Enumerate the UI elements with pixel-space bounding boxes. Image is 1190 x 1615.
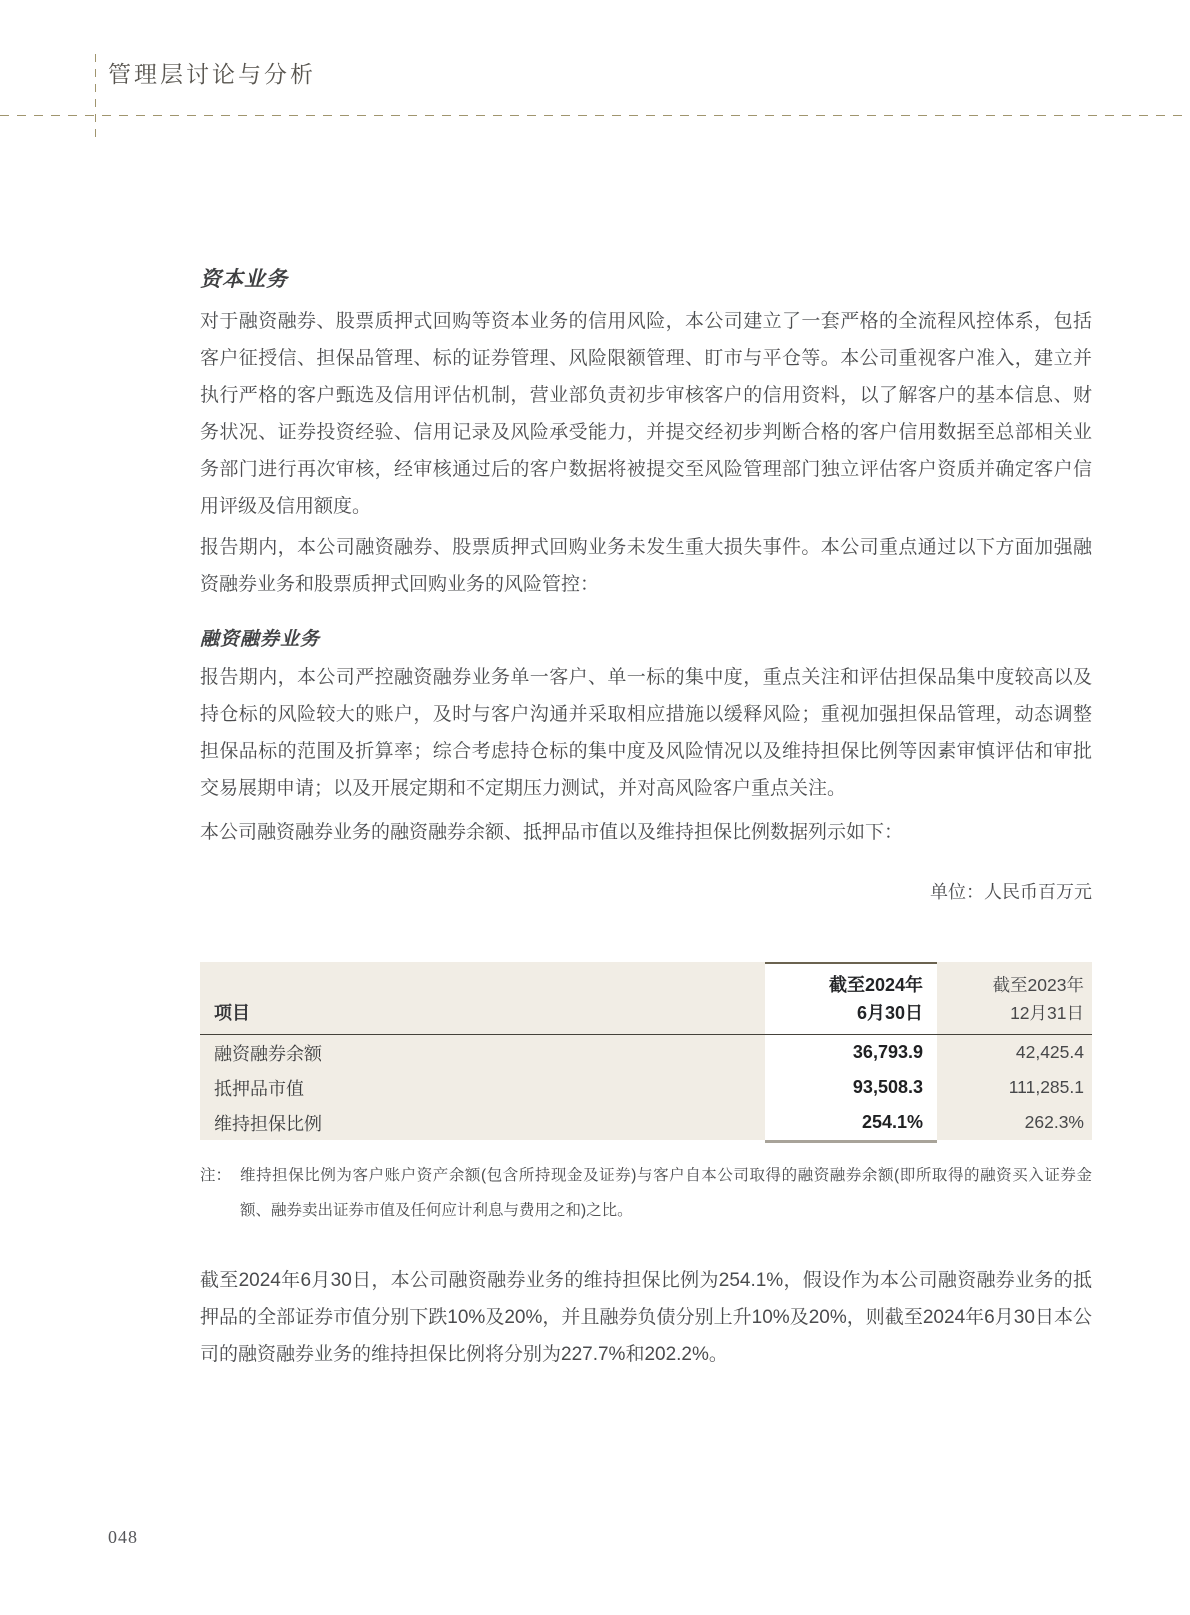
- row-label: 维持担保比例: [200, 1105, 765, 1140]
- vertical-dashed-divider: [95, 54, 96, 138]
- row-value-2023: 111,285.1: [937, 1070, 1092, 1105]
- row-value-2024: 36,793.9: [765, 1035, 937, 1070]
- table-row: [200, 1070, 1092, 1105]
- table-footnote: [200, 1158, 1092, 1228]
- table-header-2023-line2: 12月31日: [1010, 1003, 1084, 1023]
- paragraph-reporting-period: 报告期内，本公司融资融券、股票质押式回购业务未发生重大损失事件。本公司重点通过以下方面加强融资融券业务和股票质押式回购业务的风险管控：: [200, 537, 1092, 595]
- table-header-item: 项目: [200, 962, 765, 1034]
- table-header-2023-line1: 截至2023年: [992, 975, 1084, 995]
- table-header-2024-line2: 6月30日: [856, 1003, 923, 1023]
- highlight-column-bottom-bar: [765, 1140, 937, 1143]
- margin-financing-table: [200, 962, 1092, 1143]
- table-row: [200, 1035, 1092, 1070]
- table-unit-label: 单位：人民币百万元: [930, 882, 1092, 902]
- paragraph-margin-risk-control: 报告期内，本公司严控融资融券业务单一客户、单一标的集中度，重点关注和评估担保品集中度较高以及持仓标的风险较大的账户，及时与客户沟通并采取相应措施以缓释风险；重视加强担保品管理，动态调整担保品标的范围及折算率；综合考虑持仓标的集中度及风险情况以及维持担保比例等因素审慎评估和审批交易展期申请；以及开展定期和不定期压力测试，并对高风险客户重点关注。: [200, 667, 1092, 799]
- section-title: 资本业务: [200, 267, 288, 291]
- horizontal-dashed-divider: [0, 115, 1190, 116]
- row-value-2024: 254.1%: [765, 1105, 937, 1140]
- row-value-2023: 42,425.4: [937, 1035, 1092, 1070]
- paragraph-table-intro: 本公司融资融券业务的融资融券余额、抵押品市值以及维持担保比例数据列示如下：: [200, 822, 904, 843]
- row-label: 融资融券余额: [200, 1035, 765, 1070]
- paragraph-credit-risk-system: 对于融资融券、股票质押式回购等资本业务的信用风险，本公司建立了一套严格的全流程风控体系，包括客户征授信、担保品管理、标的证券管理、风险限额管理、盯市与平仓等。本公司重视客户准入，建立并执行严格的客户甄选及信用评估机制，营业部负责初步审核客户的信用资料，以了解客户的基本信息、财务状况、证券投资经验、信用记录及风险承受能力，并提交经初步判断合格的客户信用数据至总部相关业务部门进行再次审核，经审核通过后的客户数据将被提交至风险管理部门独立评估客户资质并确定客户信用评级及信用额度。: [200, 311, 1092, 517]
- row-value-2023: 262.3%: [937, 1105, 1092, 1140]
- table-row: [200, 1105, 1092, 1140]
- subsection-title: 融资融券业务: [200, 629, 321, 650]
- table-header-2024: [765, 962, 937, 1034]
- page-header-title: 管理层讨论与分析: [108, 62, 316, 87]
- row-value-2024: 93,508.3: [765, 1070, 937, 1105]
- table-header-2023: [937, 962, 1092, 1034]
- row-label: 抵押品市值: [200, 1070, 765, 1105]
- page-number: 048: [108, 1527, 138, 1547]
- footnote-text: 维持担保比例为客户账户资产余额(包含所持现金及证券)与客户自本公司取得的融资融券余额(即所取得的融资买入证券金额、融券卖出证券市值及任何应计利息与费用之和)之比。: [240, 1167, 1092, 1219]
- table-header-2024-line1: 截至2024年: [828, 975, 923, 995]
- table-header-row: [200, 962, 1092, 1035]
- paragraph-stress-test: 截至2024年6月30日，本公司融资融券业务的维持担保比例为254.1%，假设作为本公司融资融券业务的抵押品的全部证券市值分别下跌10%及20%，并且融券负债分别上升10%及20%，则截至2024年6月30日本公司的融资融券业务的维持担保比例将分别为227.7%和202.2%。: [200, 1270, 1092, 1365]
- footnote-label: 注：: [200, 1167, 232, 1184]
